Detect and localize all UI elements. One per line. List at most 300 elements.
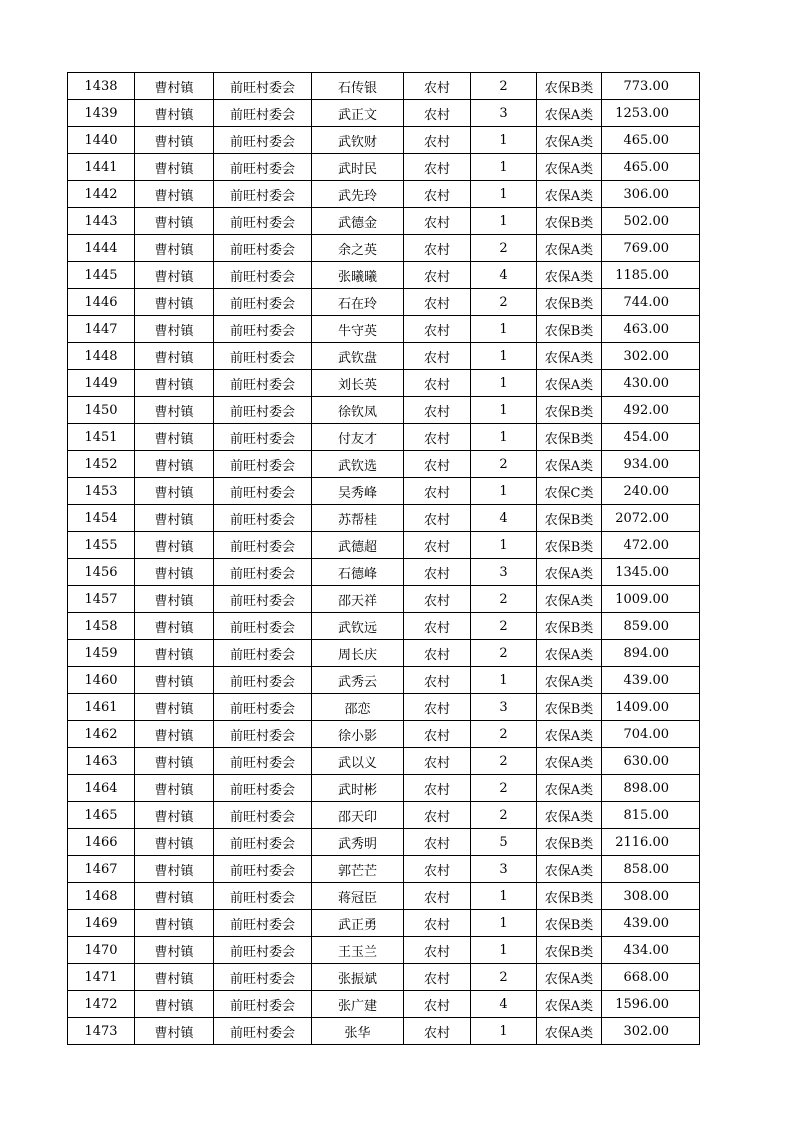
insurance-class-cell: 农保B类 xyxy=(537,829,602,856)
row-number: 1440 xyxy=(68,127,135,154)
town-cell: 曹村镇 xyxy=(135,964,214,991)
amount-cell: 773.00 xyxy=(602,73,700,100)
name-cell: 武德超 xyxy=(312,532,404,559)
town-cell: 曹村镇 xyxy=(135,289,214,316)
name-cell: 付友才 xyxy=(312,424,404,451)
row-number: 1439 xyxy=(68,100,135,127)
town-cell: 曹村镇 xyxy=(135,370,214,397)
name-cell: 张振斌 xyxy=(312,964,404,991)
amount-cell: 472.00 xyxy=(602,532,700,559)
area-type-cell: 农村 xyxy=(404,883,471,910)
row-number: 1458 xyxy=(68,613,135,640)
village-committee-cell: 前旺村委会 xyxy=(214,289,312,316)
area-type-cell: 农村 xyxy=(404,100,471,127)
village-committee-cell: 前旺村委会 xyxy=(214,910,312,937)
household-count-cell: 1 xyxy=(471,316,537,343)
insurance-class-cell: 农保B类 xyxy=(537,532,602,559)
table-row xyxy=(68,721,700,748)
area-type-cell: 农村 xyxy=(404,937,471,964)
insurance-class-cell: 农保A类 xyxy=(537,991,602,1018)
amount-cell: 306.00 xyxy=(602,181,700,208)
name-cell: 邵天祥 xyxy=(312,586,404,613)
area-type-cell: 农村 xyxy=(404,73,471,100)
amount-cell: 1009.00 xyxy=(602,586,700,613)
table-row xyxy=(68,991,700,1018)
amount-cell: 302.00 xyxy=(602,1018,700,1045)
insurance-class-cell: 农保A类 xyxy=(537,802,602,829)
area-type-cell: 农村 xyxy=(404,775,471,802)
town-cell: 曹村镇 xyxy=(135,343,214,370)
table-row xyxy=(68,748,700,775)
table-row xyxy=(68,73,700,100)
household-count-cell: 2 xyxy=(471,802,537,829)
name-cell: 邵恋 xyxy=(312,694,404,721)
area-type-cell: 农村 xyxy=(404,289,471,316)
village-committee-cell: 前旺村委会 xyxy=(214,370,312,397)
table-row xyxy=(68,559,700,586)
town-cell: 曹村镇 xyxy=(135,73,214,100)
insurance-class-cell: 农保B类 xyxy=(537,937,602,964)
town-cell: 曹村镇 xyxy=(135,991,214,1018)
insurance-class-cell: 农保A类 xyxy=(537,856,602,883)
roster-body xyxy=(68,73,700,1045)
household-count-cell: 2 xyxy=(471,613,537,640)
table-row xyxy=(68,694,700,721)
area-type-cell: 农村 xyxy=(404,694,471,721)
amount-cell: 898.00 xyxy=(602,775,700,802)
name-cell: 余之英 xyxy=(312,235,404,262)
insurance-class-cell: 农保A类 xyxy=(537,640,602,667)
insurance-class-cell: 农保B类 xyxy=(537,424,602,451)
town-cell: 曹村镇 xyxy=(135,208,214,235)
area-type-cell: 农村 xyxy=(404,262,471,289)
village-committee-cell: 前旺村委会 xyxy=(214,883,312,910)
name-cell: 蒋冠臣 xyxy=(312,883,404,910)
area-type-cell: 农村 xyxy=(404,370,471,397)
table-row xyxy=(68,964,700,991)
household-count-cell: 3 xyxy=(471,856,537,883)
household-count-cell: 2 xyxy=(471,73,537,100)
name-cell: 武钦选 xyxy=(312,451,404,478)
row-number: 1472 xyxy=(68,991,135,1018)
table-row xyxy=(68,478,700,505)
insurance-class-cell: 农保A类 xyxy=(537,1018,602,1045)
household-count-cell: 1 xyxy=(471,883,537,910)
household-count-cell: 1 xyxy=(471,397,537,424)
amount-cell: 1253.00 xyxy=(602,100,700,127)
name-cell: 徐钦凤 xyxy=(312,397,404,424)
name-cell: 武正勇 xyxy=(312,910,404,937)
village-committee-cell: 前旺村委会 xyxy=(214,937,312,964)
row-number: 1456 xyxy=(68,559,135,586)
area-type-cell: 农村 xyxy=(404,397,471,424)
table-row xyxy=(68,127,700,154)
row-number: 1444 xyxy=(68,235,135,262)
town-cell: 曹村镇 xyxy=(135,937,214,964)
town-cell: 曹村镇 xyxy=(135,262,214,289)
row-number: 1452 xyxy=(68,451,135,478)
town-cell: 曹村镇 xyxy=(135,316,214,343)
area-type-cell: 农村 xyxy=(404,505,471,532)
village-committee-cell: 前旺村委会 xyxy=(214,991,312,1018)
amount-cell: 668.00 xyxy=(602,964,700,991)
village-committee-cell: 前旺村委会 xyxy=(214,829,312,856)
town-cell: 曹村镇 xyxy=(135,532,214,559)
amount-cell: 463.00 xyxy=(602,316,700,343)
insurance-class-cell: 农保B类 xyxy=(537,505,602,532)
row-number: 1454 xyxy=(68,505,135,532)
village-committee-cell: 前旺村委会 xyxy=(214,721,312,748)
row-number: 1463 xyxy=(68,748,135,775)
amount-cell: 1596.00 xyxy=(602,991,700,1018)
table-row xyxy=(68,775,700,802)
row-number: 1457 xyxy=(68,586,135,613)
name-cell: 石传银 xyxy=(312,73,404,100)
insurance-class-cell: 农保B类 xyxy=(537,208,602,235)
row-number: 1442 xyxy=(68,181,135,208)
household-count-cell: 2 xyxy=(471,235,537,262)
village-committee-cell: 前旺村委会 xyxy=(214,181,312,208)
village-committee-cell: 前旺村委会 xyxy=(214,451,312,478)
name-cell: 武先玲 xyxy=(312,181,404,208)
amount-cell: 439.00 xyxy=(602,910,700,937)
village-committee-cell: 前旺村委会 xyxy=(214,586,312,613)
village-committee-cell: 前旺村委会 xyxy=(214,559,312,586)
insurance-class-cell: 农保A类 xyxy=(537,559,602,586)
insurance-class-cell: 农保A类 xyxy=(537,775,602,802)
insurance-class-cell: 农保A类 xyxy=(537,262,602,289)
town-cell: 曹村镇 xyxy=(135,1018,214,1045)
town-cell: 曹村镇 xyxy=(135,100,214,127)
row-number: 1471 xyxy=(68,964,135,991)
table-row xyxy=(68,613,700,640)
village-committee-cell: 前旺村委会 xyxy=(214,127,312,154)
household-count-cell: 2 xyxy=(471,640,537,667)
amount-cell: 1345.00 xyxy=(602,559,700,586)
amount-cell: 492.00 xyxy=(602,397,700,424)
town-cell: 曹村镇 xyxy=(135,613,214,640)
household-count-cell: 1 xyxy=(471,532,537,559)
household-count-cell: 3 xyxy=(471,100,537,127)
amount-cell: 439.00 xyxy=(602,667,700,694)
household-count-cell: 2 xyxy=(471,964,537,991)
insurance-class-cell: 农保B类 xyxy=(537,289,602,316)
town-cell: 曹村镇 xyxy=(135,559,214,586)
amount-cell: 769.00 xyxy=(602,235,700,262)
insurance-class-cell: 农保A类 xyxy=(537,964,602,991)
area-type-cell: 农村 xyxy=(404,586,471,613)
amount-cell: 465.00 xyxy=(602,154,700,181)
town-cell: 曹村镇 xyxy=(135,127,214,154)
row-number: 1464 xyxy=(68,775,135,802)
village-committee-cell: 前旺村委会 xyxy=(214,694,312,721)
town-cell: 曹村镇 xyxy=(135,505,214,532)
household-count-cell: 4 xyxy=(471,505,537,532)
insurance-class-cell: 农保B类 xyxy=(537,613,602,640)
village-committee-cell: 前旺村委会 xyxy=(214,667,312,694)
area-type-cell: 农村 xyxy=(404,208,471,235)
row-number: 1455 xyxy=(68,532,135,559)
insurance-class-cell: 农保B类 xyxy=(537,397,602,424)
insurance-class-cell: 农保A类 xyxy=(537,235,602,262)
village-committee-cell: 前旺村委会 xyxy=(214,208,312,235)
village-committee-cell: 前旺村委会 xyxy=(214,1018,312,1045)
row-number: 1473 xyxy=(68,1018,135,1045)
area-type-cell: 农村 xyxy=(404,424,471,451)
household-count-cell: 1 xyxy=(471,478,537,505)
household-count-cell: 1 xyxy=(471,937,537,964)
area-type-cell: 农村 xyxy=(404,316,471,343)
row-number: 1461 xyxy=(68,694,135,721)
row-number: 1447 xyxy=(68,316,135,343)
insurance-class-cell: 农保A类 xyxy=(537,127,602,154)
name-cell: 武以义 xyxy=(312,748,404,775)
row-number: 1441 xyxy=(68,154,135,181)
insurance-class-cell: 农保A类 xyxy=(537,343,602,370)
name-cell: 张华 xyxy=(312,1018,404,1045)
town-cell: 曹村镇 xyxy=(135,883,214,910)
household-count-cell: 5 xyxy=(471,829,537,856)
area-type-cell: 农村 xyxy=(404,181,471,208)
village-committee-cell: 前旺村委会 xyxy=(214,775,312,802)
area-type-cell: 农村 xyxy=(404,667,471,694)
table-row xyxy=(68,181,700,208)
household-count-cell: 2 xyxy=(471,586,537,613)
household-count-cell: 1 xyxy=(471,370,537,397)
amount-cell: 2116.00 xyxy=(602,829,700,856)
area-type-cell: 农村 xyxy=(404,451,471,478)
household-count-cell: 4 xyxy=(471,262,537,289)
table-row xyxy=(68,262,700,289)
area-type-cell: 农村 xyxy=(404,1018,471,1045)
household-count-cell: 2 xyxy=(471,289,537,316)
amount-cell: 465.00 xyxy=(602,127,700,154)
amount-cell: 934.00 xyxy=(602,451,700,478)
area-type-cell: 农村 xyxy=(404,127,471,154)
insurance-class-cell: 农保B类 xyxy=(537,883,602,910)
household-count-cell: 1 xyxy=(471,667,537,694)
insurance-class-cell: 农保B类 xyxy=(537,910,602,937)
table-row xyxy=(68,424,700,451)
row-number: 1470 xyxy=(68,937,135,964)
town-cell: 曹村镇 xyxy=(135,910,214,937)
name-cell: 武秀云 xyxy=(312,667,404,694)
row-number: 1459 xyxy=(68,640,135,667)
village-committee-cell: 前旺村委会 xyxy=(214,424,312,451)
insurance-class-cell: 农保C类 xyxy=(537,478,602,505)
town-cell: 曹村镇 xyxy=(135,829,214,856)
village-committee-cell: 前旺村委会 xyxy=(214,100,312,127)
table-row xyxy=(68,1018,700,1045)
village-committee-cell: 前旺村委会 xyxy=(214,532,312,559)
village-committee-cell: 前旺村委会 xyxy=(214,748,312,775)
area-type-cell: 农村 xyxy=(404,154,471,181)
town-cell: 曹村镇 xyxy=(135,640,214,667)
household-count-cell: 1 xyxy=(471,154,537,181)
household-count-cell: 2 xyxy=(471,748,537,775)
insurance-class-cell: 农保A类 xyxy=(537,586,602,613)
amount-cell: 430.00 xyxy=(602,370,700,397)
name-cell: 石德峰 xyxy=(312,559,404,586)
row-number: 1446 xyxy=(68,289,135,316)
town-cell: 曹村镇 xyxy=(135,721,214,748)
table-row xyxy=(68,640,700,667)
town-cell: 曹村镇 xyxy=(135,424,214,451)
area-type-cell: 农村 xyxy=(404,829,471,856)
village-committee-cell: 前旺村委会 xyxy=(214,802,312,829)
town-cell: 曹村镇 xyxy=(135,235,214,262)
household-count-cell: 1 xyxy=(471,127,537,154)
row-number: 1462 xyxy=(68,721,135,748)
insurance-class-cell: 农保A类 xyxy=(537,721,602,748)
insurance-class-cell: 农保B类 xyxy=(537,73,602,100)
table-row xyxy=(68,370,700,397)
amount-cell: 502.00 xyxy=(602,208,700,235)
village-committee-cell: 前旺村委会 xyxy=(214,73,312,100)
name-cell: 牛守英 xyxy=(312,316,404,343)
row-number: 1469 xyxy=(68,910,135,937)
table-row xyxy=(68,289,700,316)
roster-table xyxy=(67,72,700,1045)
area-type-cell: 农村 xyxy=(404,856,471,883)
table-row xyxy=(68,100,700,127)
name-cell: 武正文 xyxy=(312,100,404,127)
name-cell: 武德金 xyxy=(312,208,404,235)
household-count-cell: 1 xyxy=(471,208,537,235)
name-cell: 石在玲 xyxy=(312,289,404,316)
table-row xyxy=(68,856,700,883)
table-row xyxy=(68,316,700,343)
household-count-cell: 1 xyxy=(471,424,537,451)
town-cell: 曹村镇 xyxy=(135,478,214,505)
amount-cell: 744.00 xyxy=(602,289,700,316)
row-number: 1453 xyxy=(68,478,135,505)
table-row xyxy=(68,667,700,694)
name-cell: 徐小影 xyxy=(312,721,404,748)
household-count-cell: 2 xyxy=(471,775,537,802)
village-committee-cell: 前旺村委会 xyxy=(214,154,312,181)
insurance-class-cell: 农保A类 xyxy=(537,181,602,208)
village-committee-cell: 前旺村委会 xyxy=(214,505,312,532)
table-row xyxy=(68,343,700,370)
row-number: 1451 xyxy=(68,424,135,451)
area-type-cell: 农村 xyxy=(404,748,471,775)
household-count-cell: 1 xyxy=(471,343,537,370)
village-committee-cell: 前旺村委会 xyxy=(214,640,312,667)
area-type-cell: 农村 xyxy=(404,964,471,991)
amount-cell: 2072.00 xyxy=(602,505,700,532)
table-row xyxy=(68,154,700,181)
area-type-cell: 农村 xyxy=(404,613,471,640)
village-committee-cell: 前旺村委会 xyxy=(214,262,312,289)
row-number: 1445 xyxy=(68,262,135,289)
household-count-cell: 1 xyxy=(471,910,537,937)
insurance-class-cell: 农保B类 xyxy=(537,694,602,721)
area-type-cell: 农村 xyxy=(404,721,471,748)
name-cell: 刘长英 xyxy=(312,370,404,397)
town-cell: 曹村镇 xyxy=(135,694,214,721)
row-number: 1465 xyxy=(68,802,135,829)
table-row xyxy=(68,937,700,964)
area-type-cell: 农村 xyxy=(404,802,471,829)
row-number: 1443 xyxy=(68,208,135,235)
town-cell: 曹村镇 xyxy=(135,154,214,181)
table-row xyxy=(68,451,700,478)
row-number: 1460 xyxy=(68,667,135,694)
insurance-class-cell: 农保A类 xyxy=(537,100,602,127)
name-cell: 张曦曦 xyxy=(312,262,404,289)
amount-cell: 704.00 xyxy=(602,721,700,748)
name-cell: 武时彬 xyxy=(312,775,404,802)
table-row xyxy=(68,910,700,937)
amount-cell: 302.00 xyxy=(602,343,700,370)
row-number: 1438 xyxy=(68,73,135,100)
insurance-class-cell: 农保A类 xyxy=(537,451,602,478)
name-cell: 武秀明 xyxy=(312,829,404,856)
village-committee-cell: 前旺村委会 xyxy=(214,964,312,991)
area-type-cell: 农村 xyxy=(404,532,471,559)
insurance-class-cell: 农保B类 xyxy=(537,316,602,343)
row-number: 1448 xyxy=(68,343,135,370)
amount-cell: 858.00 xyxy=(602,856,700,883)
town-cell: 曹村镇 xyxy=(135,748,214,775)
amount-cell: 1409.00 xyxy=(602,694,700,721)
household-count-cell: 2 xyxy=(471,451,537,478)
village-committee-cell: 前旺村委会 xyxy=(214,613,312,640)
household-count-cell: 3 xyxy=(471,694,537,721)
village-committee-cell: 前旺村委会 xyxy=(214,397,312,424)
insurance-class-cell: 农保A类 xyxy=(537,667,602,694)
town-cell: 曹村镇 xyxy=(135,181,214,208)
name-cell: 王玉兰 xyxy=(312,937,404,964)
amount-cell: 454.00 xyxy=(602,424,700,451)
name-cell: 张广建 xyxy=(312,991,404,1018)
amount-cell: 240.00 xyxy=(602,478,700,505)
insurance-class-cell: 农保A类 xyxy=(537,370,602,397)
village-committee-cell: 前旺村委会 xyxy=(214,316,312,343)
area-type-cell: 农村 xyxy=(404,478,471,505)
household-count-cell: 1 xyxy=(471,181,537,208)
household-count-cell: 1 xyxy=(471,1018,537,1045)
name-cell: 武钦财 xyxy=(312,127,404,154)
table-row xyxy=(68,505,700,532)
row-number: 1450 xyxy=(68,397,135,424)
name-cell: 吴秀峰 xyxy=(312,478,404,505)
name-cell: 邵天印 xyxy=(312,802,404,829)
area-type-cell: 农村 xyxy=(404,991,471,1018)
village-committee-cell: 前旺村委会 xyxy=(214,856,312,883)
table-row xyxy=(68,829,700,856)
table-row xyxy=(68,208,700,235)
table-row xyxy=(68,802,700,829)
row-number: 1466 xyxy=(68,829,135,856)
insurance-class-cell: 农保A类 xyxy=(537,154,602,181)
amount-cell: 859.00 xyxy=(602,613,700,640)
amount-cell: 630.00 xyxy=(602,748,700,775)
area-type-cell: 农村 xyxy=(404,343,471,370)
row-number: 1449 xyxy=(68,370,135,397)
name-cell: 苏帮桂 xyxy=(312,505,404,532)
town-cell: 曹村镇 xyxy=(135,802,214,829)
household-count-cell: 2 xyxy=(471,721,537,748)
table-row xyxy=(68,235,700,262)
town-cell: 曹村镇 xyxy=(135,775,214,802)
village-committee-cell: 前旺村委会 xyxy=(214,478,312,505)
name-cell: 郭芒芒 xyxy=(312,856,404,883)
household-count-cell: 4 xyxy=(471,991,537,1018)
household-count-cell: 3 xyxy=(471,559,537,586)
town-cell: 曹村镇 xyxy=(135,451,214,478)
